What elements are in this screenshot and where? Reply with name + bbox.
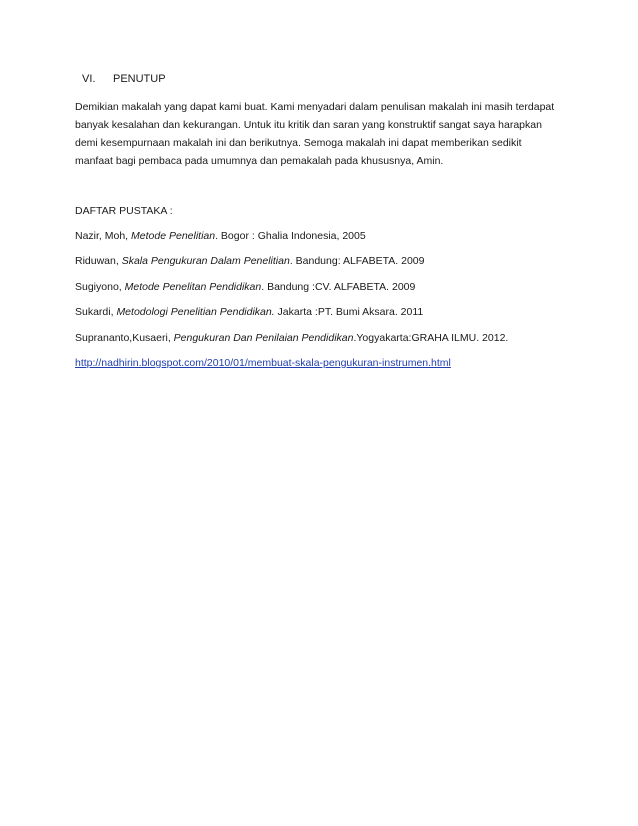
reference-author: Nazir, Moh, xyxy=(75,230,132,242)
reference-publisher: .Yogyakarta:GRAHA ILMU. 2012. xyxy=(353,331,509,344)
reference-publisher: Jakarta :PT. Bumi Aksara. 2011 xyxy=(274,306,424,319)
reference-item xyxy=(75,356,508,381)
reference-publisher: . Bandung :CV. ALFABETA. 2009 xyxy=(261,280,416,293)
reference-item xyxy=(75,254,508,279)
reference-title: Pengukuran Dan Penilaian Pendidikan xyxy=(173,331,354,344)
reference-author: Sugiyono, xyxy=(75,280,125,293)
reference-author: Suprananto,Kusaeri, xyxy=(75,331,174,344)
reference-author: Riduwan, xyxy=(75,255,122,268)
reference-item xyxy=(75,331,508,356)
reference-item xyxy=(75,280,508,305)
section-number: VI. xyxy=(82,73,96,85)
reference-title: Metodologi Penelitian Pendidikan. xyxy=(116,306,275,319)
reference-title: Metode Penelitan Pendidikan xyxy=(124,280,262,293)
section-title: PENUTUP xyxy=(113,73,166,85)
reference-item xyxy=(75,229,508,254)
reference-link[interactable]: http://nadhirin.blogspot.com/2010/01/membuat-skala-pengukuran-instrumen.html xyxy=(75,356,451,369)
reference-publisher: . Bandung: ALFABETA. 2009 xyxy=(289,255,425,268)
reference-author: Sukardi, xyxy=(75,306,117,319)
reference-title: Skala Pengukuran Dalam Penelitian xyxy=(121,255,290,268)
section-heading xyxy=(82,72,166,86)
reference-list xyxy=(75,229,508,381)
paragraph-line: manfaat bagi pembaca pada umumnya dan pemakalah pada khususnya, Amin. xyxy=(75,155,444,167)
paragraph-line: demi kesempurnaan makalah ini dan berikutnya. Semoga makalah ini dapat memberikan sedikit xyxy=(75,137,522,149)
paragraph-line: banyak kesalahan dan kekurangan. Untuk itu kritik dan saran yang konstruktif sangat saya harapkan xyxy=(75,119,542,131)
reference-title: Metode Penelitian xyxy=(131,230,216,242)
paragraph-line: Demikian makalah yang dapat kami buat. Kami menyadari dalam penulisan makalah ini masih terdapat xyxy=(75,101,555,113)
reference-item xyxy=(75,305,508,330)
references-heading: DAFTAR PUSTAKA : xyxy=(75,205,173,217)
reference-publisher: . Bogor : Ghalia Indonesia, 2005 xyxy=(215,230,366,242)
closing-paragraph xyxy=(75,98,575,170)
